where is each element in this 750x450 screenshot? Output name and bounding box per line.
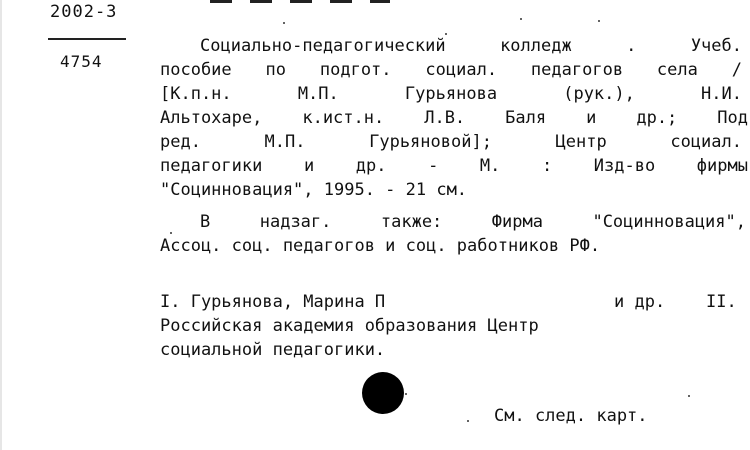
entry-line-6: педагогики и др. - М. : Изд-во фирмы: [160, 156, 748, 176]
card-top-strip: [210, 0, 390, 3]
entry-line-2: пособие по подгот. социал. педагогов села /: [160, 60, 742, 80]
call-number-rule: [48, 38, 126, 40]
card-left-edge: [0, 0, 2, 450]
call-number: 2002-3: [50, 2, 118, 22]
scan-speck: [405, 393, 407, 395]
entry-line-7: "Социнновация", 1995. - 21 см.: [160, 180, 468, 200]
entry-line-3: [К.п.н. М.П. Гурьянова (рук.), Н.И.: [160, 84, 742, 104]
scan-speck: [283, 22, 285, 24]
scan-speck: [170, 232, 172, 234]
entry-line-5: ред. М.П. Гурьяновой]; Центр социал.: [160, 132, 742, 152]
scan-speck: [688, 395, 690, 397]
entry-line-4: Альтохаре, к.ист.н. Л.В. Баля и др.; Под: [160, 108, 748, 128]
tracing-1-etal: и др.: [614, 292, 666, 312]
scan-speck: [520, 18, 522, 20]
punch-hole: [362, 372, 404, 414]
tracing-2-line-1: Российская академия образования Центр: [160, 316, 539, 336]
scan-speck: [598, 20, 600, 22]
scan-speck: [445, 33, 447, 35]
tracing-2-line-2: социальной педагогики.: [160, 340, 386, 360]
tracing-1-name: I. Гурьянова, Марина П: [160, 292, 386, 312]
inventory-number: 4754: [60, 52, 103, 71]
note-line-2: Ассоц. соц. педагогов и соц. работников РФ.: [160, 236, 601, 256]
continuation-note: См. след. карт.: [494, 406, 648, 426]
note-line-1: В надзаг. также: Фирма "Социнновация",: [200, 212, 746, 232]
tracing-2-number: II.: [706, 292, 737, 312]
scan-speck: [467, 420, 469, 422]
entry-line-1: Социально-педагогический колледж . Учеб.: [200, 36, 742, 56]
